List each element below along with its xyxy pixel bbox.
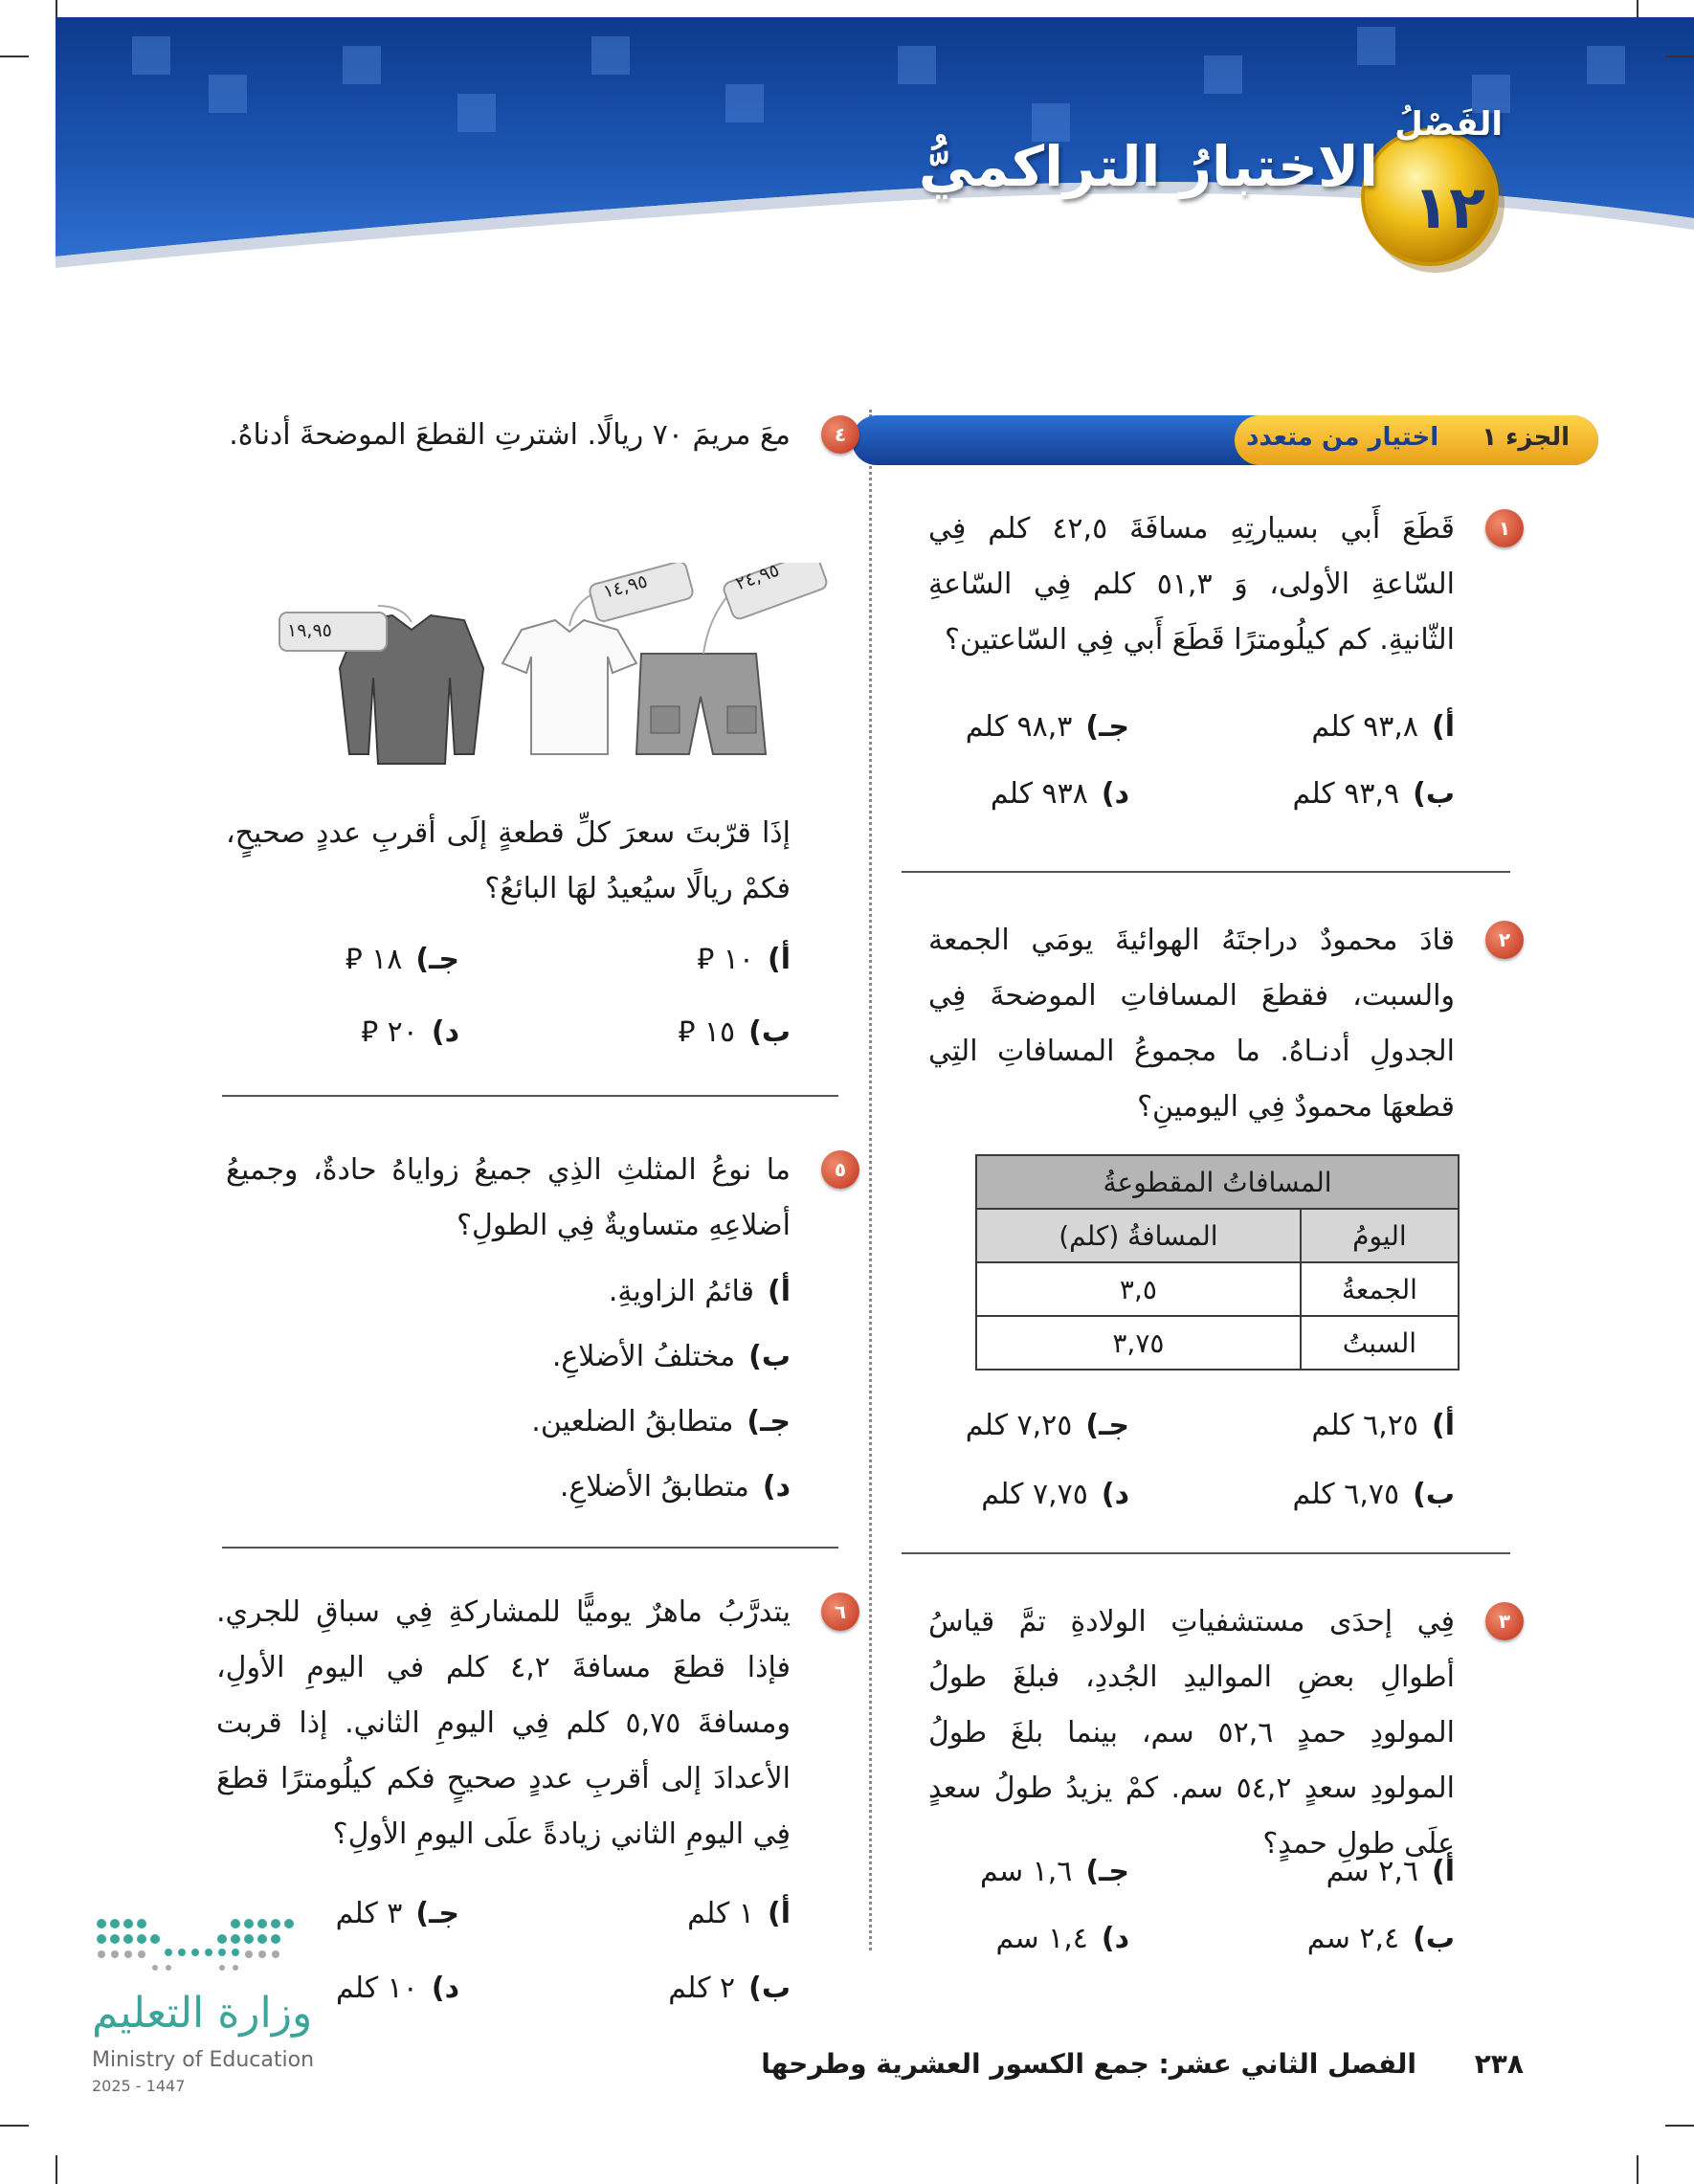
crop-mark — [0, 2125, 29, 2127]
separator — [902, 871, 1510, 873]
section-title — [1246, 423, 1570, 452]
price-tag: ٢٤,٩٥ — [732, 559, 783, 595]
answer-option[interactable]: أ)٦,٢٥ كلم — [1311, 1409, 1455, 1442]
page-title: الاختبارُ التراكميُّ — [918, 134, 1378, 199]
tshirt-icon — [502, 620, 636, 754]
chapter-label: الفَصْلُ — [1394, 105, 1503, 144]
section-name: اختيار من متعدد — [1246, 423, 1439, 452]
question-number: ٢ — [1485, 921, 1524, 959]
crop-mark — [1665, 2125, 1694, 2127]
shorts-icon — [636, 654, 766, 754]
ministry-logo-icon — [92, 1914, 302, 1983]
table-header: المسافةُ (كلم) — [976, 1209, 1301, 1262]
section-part: الجزء ١ — [1482, 423, 1570, 452]
crop-mark — [56, 2155, 57, 2184]
separator — [902, 1552, 1510, 1554]
separator — [222, 1547, 838, 1549]
edition-year: 2025 - 1447 — [92, 2077, 186, 2095]
answer-option[interactable]: د)٧,٧٥ كلم — [981, 1478, 1129, 1511]
question-number: ٣ — [1485, 1602, 1524, 1640]
answer-option[interactable]: د)٩٣٨ كلم — [990, 777, 1129, 811]
ministry-name-en: Ministry of Education — [92, 2048, 315, 2072]
crop-mark — [1637, 0, 1638, 17]
answer-option[interactable]: جـ)١٨ ⃁ — [345, 943, 459, 976]
answer-option[interactable]: جـ)متطابقُ الضلعين. — [531, 1405, 791, 1438]
crop-mark — [56, 0, 57, 17]
answer-option[interactable]: جـ)٩٨,٣ كلم — [965, 710, 1129, 744]
answer-option[interactable]: جـ)١,٦ سم — [980, 1855, 1129, 1888]
question-number: ٦ — [821, 1593, 859, 1631]
separator — [222, 1095, 838, 1097]
crop-mark — [1637, 2155, 1638, 2184]
riyal-icon: ⃁ — [697, 943, 715, 976]
page-number: ٢٣٨ — [1474, 2048, 1524, 2080]
riyal-icon: ⃁ — [678, 1015, 696, 1049]
question-text: ما نوعُ المثلثِ الذِي جميعُ زواياهُ حادةٌ، وجميعُ أضلاعِهِ متساويةٌ فِي الطولِ؟ — [226, 1153, 791, 1242]
table-header: اليومُ — [1301, 1209, 1459, 1262]
crop-mark — [0, 56, 29, 57]
price-tag: ١٩,٩٥ — [287, 620, 332, 641]
ministry-name-ar: وزارة التعليم — [92, 1989, 313, 2038]
answer-option[interactable]: أ)٢,٦ سم — [1326, 1855, 1455, 1888]
answer-option[interactable]: ب)٩٣,٩ كلم — [1292, 777, 1455, 811]
answer-option[interactable]: ب)٢,٤ سم — [1306, 1922, 1455, 1955]
answer-option[interactable]: أ)١٠ ⃁ — [697, 943, 791, 976]
question-text: معَ مريمَ ٧٠ ريالًا. اشترتِ القطعَ الموضحةَ أدناهُ. — [229, 418, 791, 452]
column-divider — [869, 410, 872, 1950]
answer-option[interactable]: د)٢٠ ⃁ — [361, 1015, 459, 1049]
crop-mark — [1665, 56, 1694, 57]
answer-option[interactable]: د)١,٤ سم — [995, 1922, 1129, 1955]
chapter-header — [56, 17, 1694, 295]
answer-option[interactable]: ب)١٥ ⃁ — [678, 1015, 791, 1049]
question-number: ٥ — [821, 1150, 859, 1189]
distance-table — [975, 1154, 1460, 1371]
question-text: قَطَعَ أَبي بسيارتِهِ مسافَةَ ٤٢,٥ كلم فِي السّاعةِ الأولى، وَ ٥١,٣ كلم فِي السّاعةِ الثّانيةِ. كم كيلُومترًا قَطَعَ أَبي فِي السّاعتين؟ — [928, 512, 1456, 657]
answer-option[interactable]: أ)٩٣,٨ كلم — [1311, 710, 1455, 744]
question-text: يتدرَّبُ ماهرٌ يوميًّا للمشاركةِ فِي سباقِ للجري. فإذا قطعَ مسافةَ ٤,٢ كلم في اليومِ الأولِ، ومسافةَ ٥,٧٥ كلم فِي اليومِ الثاني. إذا قربت الأعدادَ إلى أقربِ عددٍ صحيحٍ فكم كيلُومترًا قطعَ فِي اليومِ الثاني زيادةً علَى اليومِ الأولِ؟ — [216, 1595, 791, 1851]
footer-chapter: الفصل الثاني عشر: جمع الكسور العشرية وطرحها — [761, 2048, 1416, 2080]
answer-option[interactable]: ب)٦,٧٥ كلم — [1292, 1478, 1455, 1511]
riyal-icon: ⃁ — [361, 1015, 379, 1049]
riyal-icon: ⃁ — [345, 943, 363, 976]
chapter-number: ١٢ — [1413, 172, 1485, 242]
question-number: ٤ — [821, 415, 859, 454]
answer-option[interactable]: أ)١ كلم — [687, 1897, 791, 1930]
question-text: فِي إحدَى مستشفياتِ الولادةِ تمَّ قياسُ أطوالِ بعضِ المواليدِ الجُددِ، فبلغَ طولُ المولودِ حمدٍ ٥٢,٦ سم، بينما بلغَ طولُ المولودِ سعدٍ ٥٤,٢ سم. كمْ يزيدُ طولُ سعدٍ علَى طولِ حمدٍ؟ — [928, 1605, 1455, 1861]
answer-option[interactable]: جـ)٣ كلم — [335, 1897, 459, 1930]
table-row: السبتُ ٣,٧٥ — [976, 1316, 1459, 1370]
answer-option[interactable]: أ)قائمُ الزاويةِ. — [608, 1275, 791, 1308]
question-number: ١ — [1485, 509, 1524, 547]
clothes-illustration — [268, 563, 833, 773]
table-title: المسافاتُ المقطوعةُ — [976, 1155, 1459, 1209]
answer-option[interactable]: د)١٠ كلم — [335, 1972, 459, 2005]
answer-option[interactable]: جـ)٧,٢٥ كلم — [965, 1409, 1129, 1442]
question-text: إذَا قرّبتَ سعرَ كلِّ قطعةٍ إلَى أقربِ عددٍ صحيحٍ، فكمْ ريالًا سيُعيدُ لهَا البائعُ؟ — [226, 816, 791, 905]
answer-option[interactable]: ب)٢ كلم — [668, 1972, 791, 2005]
price-tag: ١٤,٩٥ — [600, 570, 650, 603]
section-banner — [852, 415, 1598, 465]
answer-option[interactable]: ب)مختلفُ الأضلاعِ. — [551, 1340, 791, 1373]
table-row: الجمعةُ ٣,٥ — [976, 1262, 1459, 1316]
question-text: قادَ محمودٌ دراجتَهُ الهوائيةَ يومَي الجمعة والسبت، فقطعَ المسافاتِ الموضحةَ فِي الجدولِ أدنـاهُ. ما مجموعُ المسافاتِ التِي قطعهَا محمودٌ فِي اليومينِ؟ — [928, 924, 1455, 1124]
answer-option[interactable]: د)متطابقُ الأضلاعِ. — [559, 1470, 791, 1504]
